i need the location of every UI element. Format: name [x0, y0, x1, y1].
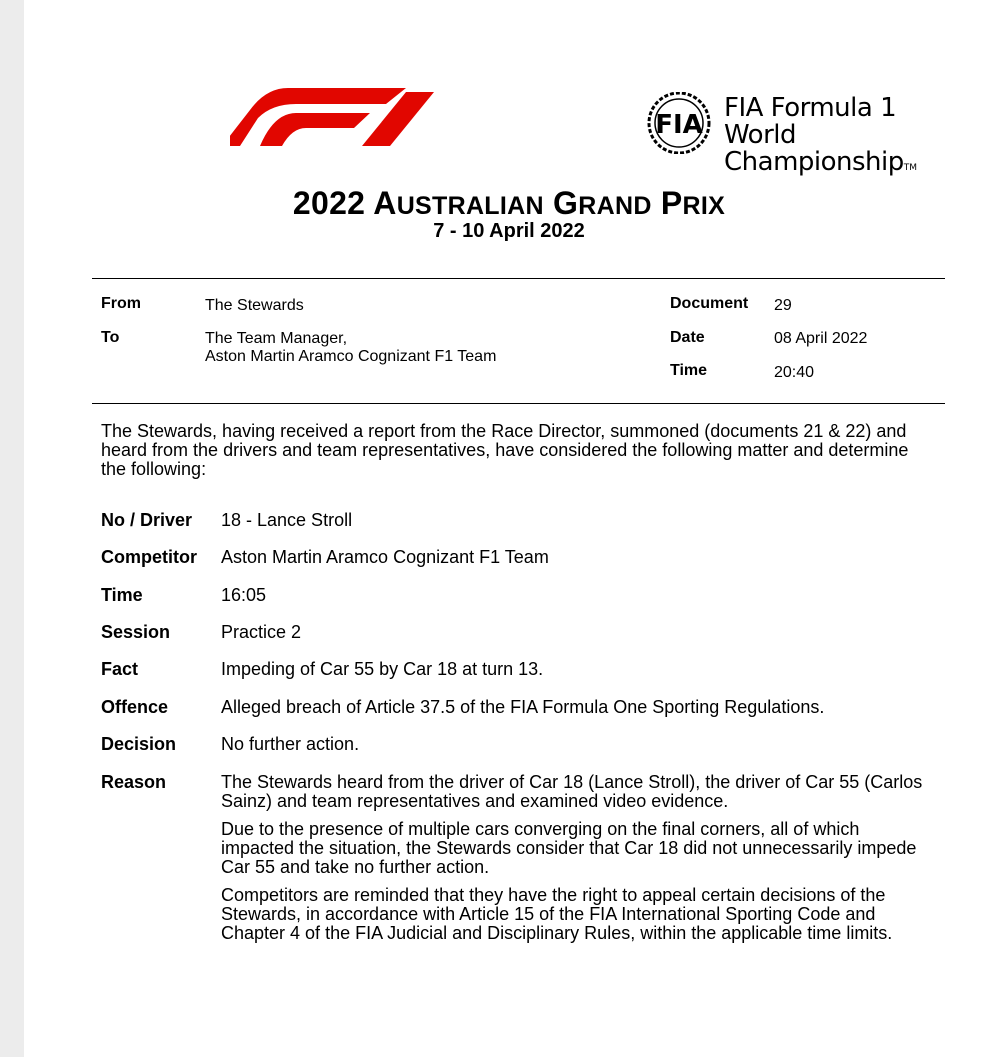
trademark-mark: TM [903, 163, 918, 173]
reason-value [221, 773, 931, 952]
document-value: 29 [774, 297, 792, 314]
divider-top [92, 278, 945, 279]
f1-logo-icon [230, 88, 436, 146]
brand-line-2: World ChampionshipTM [724, 120, 918, 177]
competitor-label: Competitor [101, 547, 197, 567]
date-label: Date [670, 329, 705, 346]
fia-seal-text: FIA [655, 110, 703, 140]
fia-seal-icon [636, 92, 722, 154]
date-value: 08 April 2022 [774, 330, 868, 347]
decision-value: No further action. [221, 734, 360, 754]
driver-value: 18 - Lance Stroll [221, 510, 353, 530]
reason-paragraph-2: Due to the presence of multiple cars converging on the final corners, all of which impacted the situation, the Stewards consider that Car 18 did not unnecessarily impede Car 55 and take no further action. [221, 819, 917, 877]
document-label: Document [670, 295, 749, 312]
reason-label: Reason [101, 772, 167, 792]
intro-paragraph: The Stewards, having received a report from the Race Director, summoned (documents 21 & 22) and heard from the drivers and team representatives, have considered the following matter and determine the following: [101, 421, 909, 479]
incident-time-value: 16:05 [221, 585, 267, 605]
offence-value: Alleged breach of Article 37.5 of the FIA Formula One Sporting Regulations. [221, 697, 825, 717]
fact-value: Impeding of Car 55 by Car 18 at turn 13. [221, 659, 544, 679]
reason-paragraph-3: Competitors are reminded that they have the right to appeal certain decisions of the Stewards, in accordance with Article 15 of the FIA International Sporting Code and Chapter 4 of the FIA Judicial and Disciplinary Rules, within the applicable time limits. [221, 885, 893, 943]
header-logo [230, 88, 918, 177]
offence-label: Offence [101, 697, 169, 717]
driver-label: No / Driver [101, 510, 193, 530]
time-label: Time [670, 362, 708, 379]
event-dates: 7 - 10 April 2022 [433, 220, 585, 242]
session-value: Practice 2 [221, 622, 302, 642]
session-label: Session [101, 622, 171, 642]
reason-paragraph-1: The Stewards heard from the driver of Car 18 (Lance Stroll), the driver of Car 55 (Carlos Sainz) and team representatives and examined video evidence. [221, 772, 923, 811]
decision-label: Decision [101, 734, 177, 754]
from-value: The Stewards [205, 297, 304, 314]
brand-line-1: FIA Formula 1 [724, 93, 897, 123]
to-label: To [101, 329, 120, 346]
event-title: 2022 AUSTRALIAN GRAND PRIX [292, 185, 726, 221]
from-label: From [101, 295, 141, 312]
time-value: 20:40 [774, 364, 815, 381]
to-value: The Team Manager, Aston Martin Aramco Cognizant F1 Team [205, 330, 497, 365]
competitor-value: Aston Martin Aramco Cognizant F1 Team [221, 547, 549, 567]
championship-wordmark [724, 95, 917, 182]
incident-time-label: Time [101, 585, 143, 605]
fact-label: Fact [101, 659, 139, 679]
document-page [24, 0, 994, 1057]
divider-bottom [92, 403, 945, 404]
